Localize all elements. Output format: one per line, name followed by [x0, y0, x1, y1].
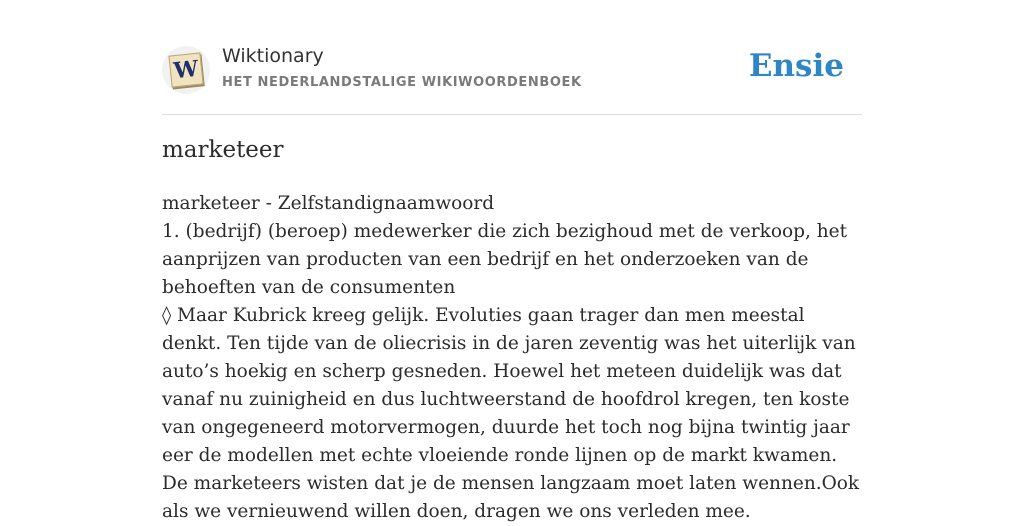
entry-example: ◊ Maar Kubrick kreeg gelijk. Evoluties gaan trager dan men meestal denkt. Ten tijde van de oliecrisis in de jaren zeventig was het uiterlijk van auto’s hoekig en scherp gesneden. Hoewel het meteen duidelijk was dat vanaf nu zuinigheid en dus luchtweerstand de hoofdrol kregen, ten koste van ongegeneerd motorvermogen, duurde het toch nog bijna twintig jaar eer de modellen met echte vloeiende ronde lijnen op de markt kwamen. De marketeers wisten dat je de mensen langzaam moet laten wennen.Ook als we vernieuwend willen doen, dragen we ons verleden mee.	[162, 305, 860, 522]
entry-definition: 1. (bedrijf) (beroep) medewerker die zich bezighoud met de verkoop, het aanprijzen van producten van een bedrijf en het onderzoeken van de behoeften van de consumenten	[162, 221, 847, 298]
wiktionary-logo[interactable]	[162, 46, 210, 94]
entry-body	[162, 190, 862, 526]
page	[162, 0, 862, 522]
ensie-brand-logo[interactable]: Ensie	[748, 48, 844, 84]
wiktionary-logo-icon	[168, 52, 203, 87]
site-name[interactable]: Wiktionary	[222, 45, 324, 67]
entry-headline: marketeer - Zelfstandignaamwoord	[162, 193, 495, 214]
logo-letter: W	[172, 55, 200, 85]
site-subtitle: HET NEDERLANDSTALIGE WIKIWOORDENBOEK	[222, 75, 582, 90]
site-header	[162, 0, 862, 115]
page-title: marketeer	[162, 137, 284, 163]
